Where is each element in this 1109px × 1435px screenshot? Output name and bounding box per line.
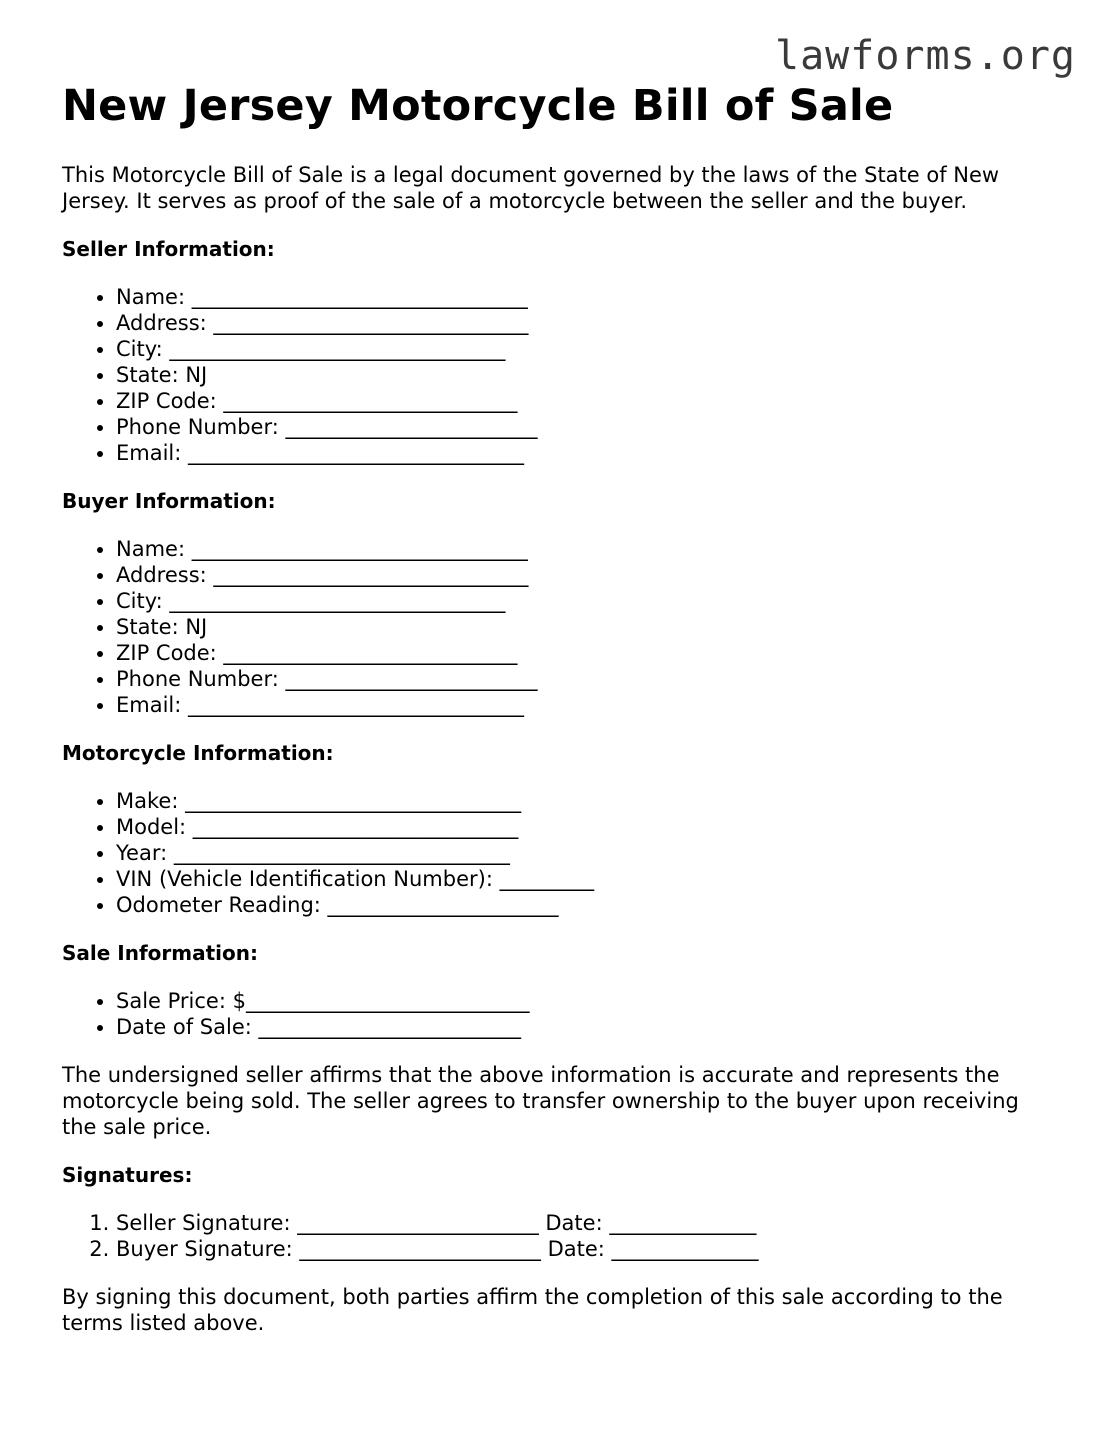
buyer-phone-field: • Phone Number: ________________________ bbox=[116, 666, 1047, 692]
buyer-zip-field: • ZIP Code: ____________________________ bbox=[116, 640, 1047, 666]
motorcycle-info-heading: Motorcycle Information: bbox=[62, 741, 334, 765]
motorcycle-make-field: • Make: ________________________________ bbox=[116, 788, 1047, 814]
signatures-list bbox=[62, 1210, 1047, 1262]
motorcycle-odometer-field: • Odometer Reading: ______________________ bbox=[116, 892, 1047, 918]
intro-paragraph: This Motorcycle Bill of Sale is a legal document governed by the laws of the State of New Jersey. It serves as proof of the sale of a motorcycle between the seller and the buyer. bbox=[62, 163, 1000, 213]
seller-signature-line: 1. Seller Signature: _______________________ Date: ______________ bbox=[116, 1210, 1047, 1236]
sale-date-field: • Date of Sale: _________________________ bbox=[116, 1014, 1047, 1040]
sale-info-list bbox=[62, 988, 1047, 1040]
seller-city-field: • City: ________________________________ bbox=[116, 336, 1047, 362]
motorcycle-vin-field: • VIN (Vehicle Identification Number): _________ bbox=[116, 866, 1047, 892]
motorcycle-model-field: • Model: _______________________________ bbox=[116, 814, 1047, 840]
buyer-name-field: • Name: ________________________________ bbox=[116, 536, 1047, 562]
motorcycle-year-field: • Year: ________________________________ bbox=[116, 840, 1047, 866]
document-title: New Jersey Motorcycle Bill of Sale bbox=[62, 81, 894, 131]
seller-zip-field: • ZIP Code: ____________________________ bbox=[116, 388, 1047, 414]
buyer-state-field: • State: NJ bbox=[116, 614, 1047, 640]
buyer-address-field: • Address: ______________________________ bbox=[116, 562, 1047, 588]
seller-email-field: • Email: ________________________________ bbox=[116, 440, 1047, 466]
sale-price-field: • Sale Price: $___________________________ bbox=[116, 988, 1047, 1014]
affirmation-paragraph: The undersigned seller affirms that the above information is accurate and represents the motorcycle being sold. The seller agrees to transfer ownership to the buyer upon receiving the sale price. bbox=[62, 1063, 1019, 1139]
seller-name-field: • Name: ________________________________ bbox=[116, 284, 1047, 310]
seller-info-list bbox=[62, 284, 1047, 466]
seller-info-heading: Seller Information: bbox=[62, 237, 275, 261]
watermark-text: lawforms.org bbox=[775, 33, 1076, 79]
buyer-signature-line: 2. Buyer Signature: _______________________ Date: ______________ bbox=[116, 1236, 1047, 1262]
buyer-info-heading: Buyer Information: bbox=[62, 489, 276, 513]
motorcycle-info-list bbox=[62, 788, 1047, 918]
seller-state-field: • State: NJ bbox=[116, 362, 1047, 388]
seller-phone-field: • Phone Number: ________________________ bbox=[116, 414, 1047, 440]
sale-info-heading: Sale Information: bbox=[62, 941, 258, 965]
buyer-city-field: • City: ________________________________ bbox=[116, 588, 1047, 614]
seller-address-field: • Address: ______________________________ bbox=[116, 310, 1047, 336]
signatures-heading: Signatures: bbox=[62, 1163, 193, 1187]
document-page bbox=[62, 80, 1047, 1336]
buyer-email-field: • Email: ________________________________ bbox=[116, 692, 1047, 718]
closing-paragraph: By signing this document, both parties affirm the completion of this sale according to the terms listed above. bbox=[62, 1285, 1003, 1335]
buyer-info-list bbox=[62, 536, 1047, 718]
